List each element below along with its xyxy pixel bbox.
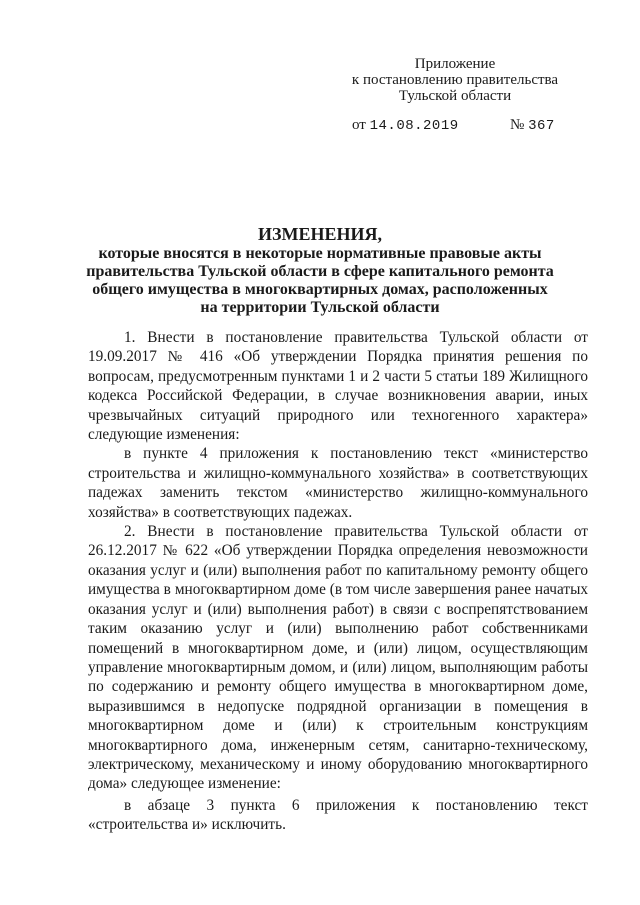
appendix-line: к постановлению правительства [351,72,559,88]
resolution-date-number [352,116,572,135]
paragraph: 2. Внести в постановление правительства Тульской области от 26.12.2017 № 622 «Об утверждении Порядка определения невозможности оказания услуг и (или) выполнения работ по капитальному ремонту общего имущества в многоквартирном доме (в том числе завершения ранее начатых оказания услуг и (или) выполнения работ) в связи с воспрепятствованием таким оказанию услуг и (или) выполнению работ собственниками помещений в многоквартирном доме, и (или) лицом, осуществляющим управление многоквартирным домом, и (или) лицом, выполняющим работы по содержанию и ремонту общего имущества в многоквартирном доме, выразившимся в недопуске подрядной организации в помещения в многоквартирном доме и (или) к строительным конструкциям многоквартирного дома, инженерным сетям, санитарно-техническому, электрическому, механическому и иному оборудованию многоквартирного дома» следующее изменение: [88,523,588,793]
title-subtitle-line: общего имущества в многоквартирных домах, расположенных [92,281,548,298]
paragraph: 1. Внести в постановление правительства Тульской области от 19.09.2017 № 416 «Об утверждении Порядка принятия решения по вопросам, предусмотренным пунктами 1 и 2 части 5 статьи 189 Жилищного кодекса Российской Федерации, в случае возникновения аварии, иных чрезвычайных ситуаций природного или техногенного характера» следующие изменения: [88,329,588,444]
paragraph: в пункте 4 приложения к постановлению текст «министерство строительства и жилищно-коммунального хозяйства» в соответствующих падежах заменить текстом «министерство жилищно-коммунального хозяйства» в соответствующих падежах. [88,445,588,521]
appendix-block [330,56,580,104]
title-heading: ИЗМЕНЕНИЯ, [257,224,382,244]
resolution-number: 367 [528,118,555,134]
number-prefix: № [510,117,525,133]
resolution-date: 14.08.2019 [369,118,459,134]
appendix-line: Приложение [414,56,496,72]
title-subtitle-line: на территории Тульской области [200,299,440,316]
document-body [88,328,588,835]
title-subtitle-line: которые вносятся в некоторые нормативные правовые акты [98,245,542,262]
paragraph: в абзаце 3 пункта 6 приложения к постановлению текст «строительства и» исключить. [88,796,588,834]
title-subtitle-line: правительства Тульской области в сфере капитального ремонта [86,263,554,280]
document-title [60,223,580,317]
appendix-line: Тульской области [398,88,512,104]
date-prefix: от [352,117,366,133]
